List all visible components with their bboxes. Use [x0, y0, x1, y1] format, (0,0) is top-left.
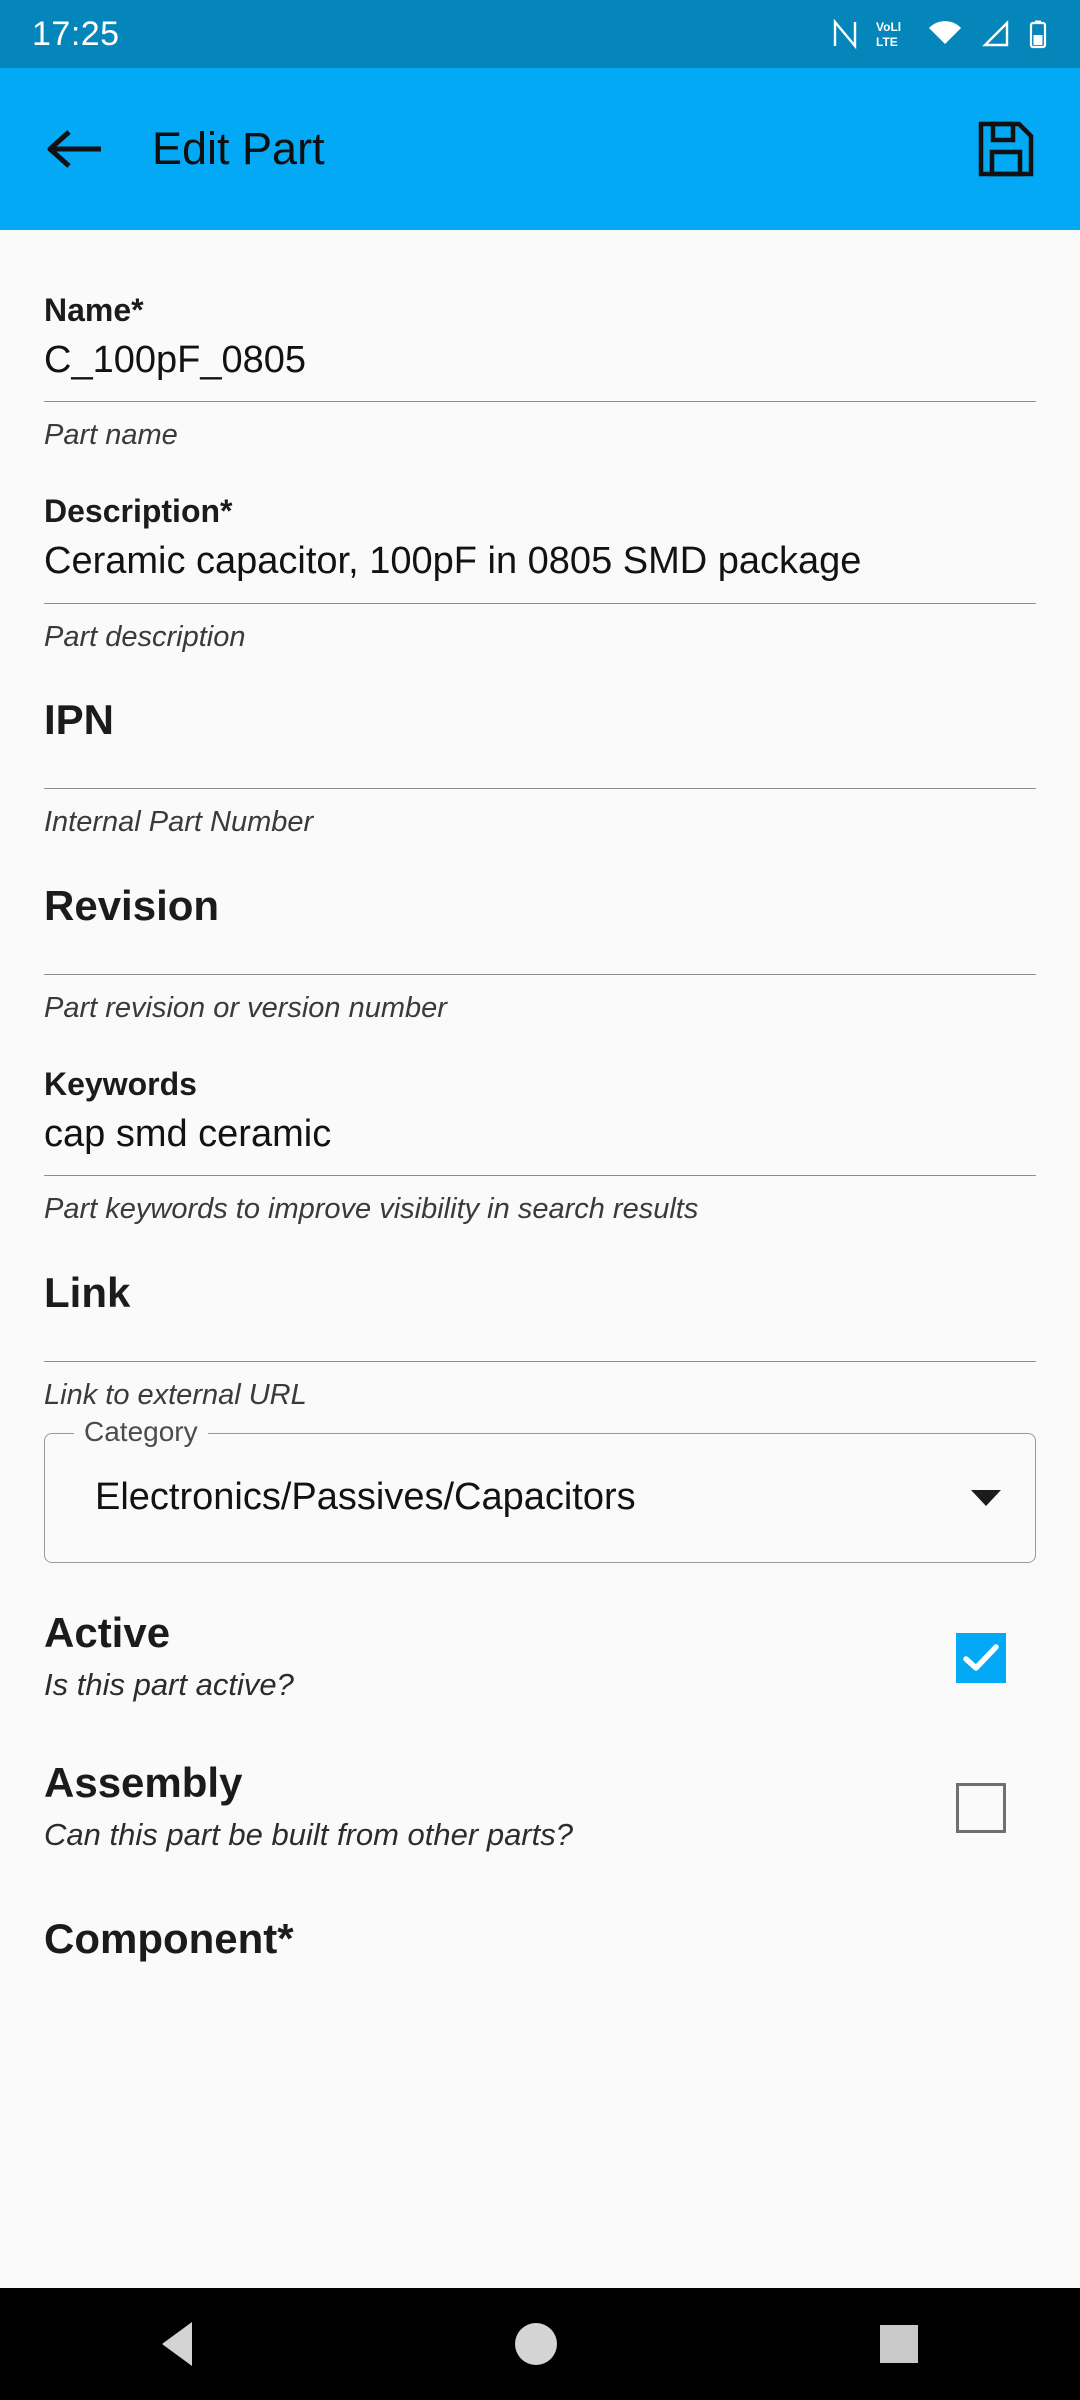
- category-dropdown[interactable]: [44, 1415, 1036, 1563]
- field-description-label: Description*: [44, 493, 233, 530]
- page-title: Edit Part: [152, 123, 325, 174]
- nav-home-icon: [515, 2323, 557, 2365]
- nav-back-icon: [162, 2322, 192, 2366]
- status-time: 17:25: [32, 14, 120, 53]
- row-active[interactable]: [44, 1593, 1036, 1743]
- field-link-hint: Link to external URL: [44, 1379, 307, 1412]
- field-name-hint: Part name: [44, 419, 178, 452]
- field-name-label: Name*: [44, 292, 144, 328]
- field-keywords-label: Keywords: [44, 1065, 197, 1102]
- field-ipn[interactable]: [44, 672, 1036, 858]
- row-active-title: Active: [44, 1608, 171, 1656]
- field-description-hint: Part description: [44, 620, 246, 653]
- category-select[interactable]: [44, 1433, 1036, 1563]
- row-active-subtitle: Is this part active?: [44, 1667, 294, 1703]
- edit-part-form: [0, 230, 1080, 1963]
- chevron-down-icon: [971, 1490, 1001, 1506]
- field-name[interactable]: [44, 270, 1036, 471]
- field-revision[interactable]: [44, 858, 1036, 1044]
- field-ipn-hint: Internal Part Number: [44, 806, 314, 839]
- category-legend: Category: [74, 1416, 208, 1448]
- battery-icon: [1028, 19, 1048, 49]
- app-bar: [0, 68, 1080, 230]
- field-link[interactable]: [44, 1245, 1036, 1431]
- status-bar: [0, 0, 1080, 68]
- field-revision-label: Revision: [44, 882, 220, 930]
- category-value: Electronics/Passives/Capacitors: [95, 1476, 636, 1519]
- row-assembly[interactable]: [44, 1743, 1036, 1893]
- field-revision-hint: Part revision or version number: [44, 992, 447, 1025]
- form-scroll-area[interactable]: [0, 230, 1080, 2400]
- field-keywords[interactable]: [44, 1044, 1036, 1245]
- row-component-title: Component*: [44, 1914, 294, 1962]
- assembly-checkbox[interactable]: [956, 1783, 1006, 1833]
- status-icons: [832, 18, 1048, 50]
- save-disk-icon: [976, 119, 1036, 179]
- nav-recents-button[interactable]: [880, 2325, 918, 2363]
- nav-recents-icon: [880, 2325, 918, 2363]
- field-description[interactable]: [44, 471, 1036, 672]
- field-keywords-hint: Part keywords to improve visibility in search results: [44, 1193, 699, 1226]
- field-keywords-input[interactable]: cap smd ceramic: [44, 1112, 332, 1155]
- arrow-left-icon: [45, 126, 103, 172]
- svg-text:LTE: LTE: [876, 35, 898, 49]
- back-button[interactable]: [38, 113, 110, 185]
- save-button[interactable]: [970, 113, 1042, 185]
- volte-icon: [876, 18, 910, 50]
- row-assembly-title: Assembly: [44, 1758, 243, 1806]
- field-description-input[interactable]: Ceramic capacitor, 100pF in 0805 SMD package: [44, 540, 862, 583]
- system-nav-bar: [0, 2288, 1080, 2400]
- field-link-label: Link: [44, 1269, 131, 1317]
- field-ipn-label: IPN: [44, 696, 115, 744]
- active-checkbox[interactable]: [956, 1633, 1006, 1683]
- field-name-input[interactable]: C_100pF_0805: [44, 339, 306, 381]
- svg-text:VoLl: VoLl: [876, 20, 902, 34]
- nav-back-button[interactable]: [162, 2322, 192, 2366]
- row-assembly-subtitle: Can this part be built from other parts?: [44, 1817, 573, 1853]
- wifi-icon: [928, 20, 962, 48]
- nav-home-button[interactable]: [515, 2323, 557, 2365]
- signal-icon: [980, 20, 1010, 48]
- nfc-icon: [832, 19, 858, 49]
- check-icon: [963, 1643, 999, 1673]
